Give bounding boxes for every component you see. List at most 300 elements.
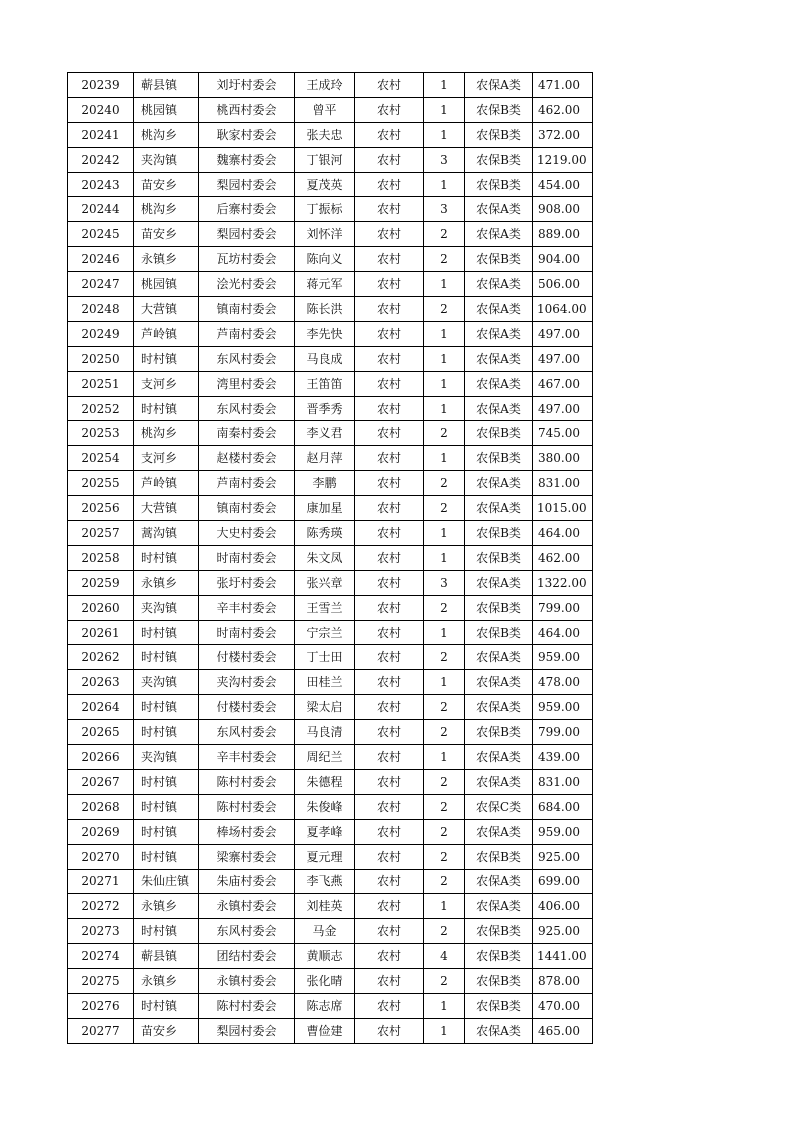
insurance-category-cell: 农保B类 <box>465 595 533 620</box>
table-row <box>68 172 593 197</box>
township-cell: 桃沟乡 <box>134 197 199 222</box>
person-name-cell: 丁士田 <box>295 645 355 670</box>
township-cell: 时村镇 <box>134 396 199 421</box>
insurance-category-cell: 农保A类 <box>465 272 533 297</box>
amount-cell: 831.00 <box>533 769 593 794</box>
insurance-category-cell: 农保B类 <box>465 147 533 172</box>
village-committee-cell: 辛丰村委会 <box>199 595 295 620</box>
person-name-cell: 田桂兰 <box>295 670 355 695</box>
table-row <box>68 321 593 346</box>
insurance-category-cell: 农保B类 <box>465 944 533 969</box>
person-name-cell: 曹俭建 <box>295 1018 355 1043</box>
member-count-cell: 4 <box>424 944 465 969</box>
member-count-cell: 3 <box>424 147 465 172</box>
township-cell: 支河乡 <box>134 446 199 471</box>
village-committee-cell: 赵楼村委会 <box>199 446 295 471</box>
household-type-cell: 农村 <box>355 720 424 745</box>
record-id-cell: 20249 <box>68 321 134 346</box>
insurance-category-cell: 农保A类 <box>465 222 533 247</box>
member-count-cell: 1 <box>424 272 465 297</box>
township-cell: 大营镇 <box>134 297 199 322</box>
insurance-category-cell: 农保A类 <box>465 197 533 222</box>
household-type-cell: 农村 <box>355 670 424 695</box>
member-count-cell: 1 <box>424 620 465 645</box>
member-count-cell: 1 <box>424 745 465 770</box>
person-name-cell: 陈向义 <box>295 247 355 272</box>
household-type-cell: 农村 <box>355 471 424 496</box>
person-name-cell: 晋季秀 <box>295 396 355 421</box>
member-count-cell: 2 <box>424 695 465 720</box>
record-id-cell: 20256 <box>68 496 134 521</box>
insurance-category-cell: 农保B类 <box>465 421 533 446</box>
person-name-cell: 陈秀瑛 <box>295 521 355 546</box>
household-type-cell: 农村 <box>355 122 424 147</box>
amount-cell: 745.00 <box>533 421 593 446</box>
person-name-cell: 丁振标 <box>295 197 355 222</box>
household-type-cell: 农村 <box>355 695 424 720</box>
village-committee-cell: 芦南村委会 <box>199 321 295 346</box>
village-committee-cell: 南秦村委会 <box>199 421 295 446</box>
table-row <box>68 695 593 720</box>
record-id-cell: 20271 <box>68 869 134 894</box>
record-id-cell: 20276 <box>68 993 134 1018</box>
township-cell: 时村镇 <box>134 346 199 371</box>
household-type-cell: 农村 <box>355 894 424 919</box>
village-committee-cell: 梨园村委会 <box>199 1018 295 1043</box>
person-name-cell: 李义君 <box>295 421 355 446</box>
village-committee-cell: 梁寨村委会 <box>199 844 295 869</box>
household-type-cell: 农村 <box>355 819 424 844</box>
village-committee-cell: 朱庙村委会 <box>199 869 295 894</box>
township-cell: 时村镇 <box>134 769 199 794</box>
village-committee-cell: 大史村委会 <box>199 521 295 546</box>
member-count-cell: 2 <box>424 919 465 944</box>
township-cell: 蕲县镇 <box>134 73 199 98</box>
person-name-cell: 蒋元军 <box>295 272 355 297</box>
township-cell: 桃沟乡 <box>134 421 199 446</box>
record-id-cell: 20244 <box>68 197 134 222</box>
household-type-cell: 农村 <box>355 620 424 645</box>
table-row <box>68 346 593 371</box>
amount-cell: 799.00 <box>533 595 593 620</box>
member-count-cell: 2 <box>424 720 465 745</box>
amount-cell: 1219.00 <box>533 147 593 172</box>
village-committee-cell: 东风村委会 <box>199 396 295 421</box>
insurance-category-cell: 农保B类 <box>465 620 533 645</box>
table-row <box>68 147 593 172</box>
amount-cell: 925.00 <box>533 919 593 944</box>
household-type-cell: 农村 <box>355 97 424 122</box>
village-committee-cell: 魏寨村委会 <box>199 147 295 172</box>
village-committee-cell: 辛丰村委会 <box>199 745 295 770</box>
table-row <box>68 769 593 794</box>
insurance-category-cell: 农保A类 <box>465 670 533 695</box>
record-id-cell: 20251 <box>68 371 134 396</box>
record-id-cell: 20260 <box>68 595 134 620</box>
person-name-cell: 朱文凤 <box>295 545 355 570</box>
township-cell: 大营镇 <box>134 496 199 521</box>
record-id-cell: 20255 <box>68 471 134 496</box>
table-row <box>68 819 593 844</box>
village-committee-cell: 张圩村委会 <box>199 570 295 595</box>
record-id-cell: 20267 <box>68 769 134 794</box>
record-id-cell: 20261 <box>68 620 134 645</box>
amount-cell: 904.00 <box>533 247 593 272</box>
record-id-cell: 20258 <box>68 545 134 570</box>
household-type-cell: 农村 <box>355 969 424 994</box>
village-committee-cell: 夹沟村委会 <box>199 670 295 695</box>
table-row <box>68 844 593 869</box>
person-name-cell: 张化晴 <box>295 969 355 994</box>
table-row <box>68 421 593 446</box>
township-cell: 桃园镇 <box>134 272 199 297</box>
table-row <box>68 794 593 819</box>
person-name-cell: 陈志席 <box>295 993 355 1018</box>
member-count-cell: 2 <box>424 247 465 272</box>
member-count-cell: 3 <box>424 570 465 595</box>
household-type-cell: 农村 <box>355 645 424 670</box>
household-type-cell: 农村 <box>355 197 424 222</box>
member-count-cell: 2 <box>424 869 465 894</box>
member-count-cell: 2 <box>424 222 465 247</box>
amount-cell: 878.00 <box>533 969 593 994</box>
household-type-cell: 农村 <box>355 769 424 794</box>
table-row <box>68 446 593 471</box>
village-committee-cell: 团结村委会 <box>199 944 295 969</box>
village-committee-cell: 棒场村委会 <box>199 819 295 844</box>
record-id-cell: 20273 <box>68 919 134 944</box>
household-type-cell: 农村 <box>355 247 424 272</box>
insurance-category-cell: 农保B类 <box>465 545 533 570</box>
insurance-category-cell: 农保B类 <box>465 247 533 272</box>
township-cell: 芦岭镇 <box>134 321 199 346</box>
member-count-cell: 2 <box>424 969 465 994</box>
record-id-cell: 20265 <box>68 720 134 745</box>
person-name-cell: 朱俊峰 <box>295 794 355 819</box>
township-cell: 永镇乡 <box>134 969 199 994</box>
household-type-cell: 农村 <box>355 147 424 172</box>
record-id-cell: 20250 <box>68 346 134 371</box>
member-count-cell: 2 <box>424 645 465 670</box>
member-count-cell: 1 <box>424 172 465 197</box>
insurance-category-cell: 农保C类 <box>465 794 533 819</box>
household-type-cell: 农村 <box>355 396 424 421</box>
record-id-cell: 20245 <box>68 222 134 247</box>
record-id-cell: 20247 <box>68 272 134 297</box>
township-cell: 时村镇 <box>134 844 199 869</box>
record-id-cell: 20269 <box>68 819 134 844</box>
person-name-cell: 陈长洪 <box>295 297 355 322</box>
person-name-cell: 梁太启 <box>295 695 355 720</box>
record-id-cell: 20246 <box>68 247 134 272</box>
person-name-cell: 李鹏 <box>295 471 355 496</box>
household-type-cell: 农村 <box>355 919 424 944</box>
insurance-category-cell: 农保A类 <box>465 371 533 396</box>
member-count-cell: 2 <box>424 297 465 322</box>
person-name-cell: 张夫忠 <box>295 122 355 147</box>
township-cell: 桃园镇 <box>134 97 199 122</box>
insurance-category-cell: 农保B类 <box>465 720 533 745</box>
township-cell: 时村镇 <box>134 695 199 720</box>
household-type-cell: 农村 <box>355 595 424 620</box>
amount-cell: 925.00 <box>533 844 593 869</box>
person-name-cell: 王成玲 <box>295 73 355 98</box>
township-cell: 蕲县镇 <box>134 944 199 969</box>
person-name-cell: 马良清 <box>295 720 355 745</box>
insurance-category-cell: 农保A类 <box>465 1018 533 1043</box>
table-row <box>68 371 593 396</box>
amount-cell: 454.00 <box>533 172 593 197</box>
record-id-cell: 20268 <box>68 794 134 819</box>
amount-cell: 889.00 <box>533 222 593 247</box>
member-count-cell: 1 <box>424 1018 465 1043</box>
table-row <box>68 570 593 595</box>
member-count-cell: 3 <box>424 197 465 222</box>
township-cell: 苗安乡 <box>134 222 199 247</box>
village-committee-cell: 镇南村委会 <box>199 496 295 521</box>
person-name-cell: 夏茂英 <box>295 172 355 197</box>
insurance-category-cell: 农保B类 <box>465 993 533 1018</box>
township-cell: 时村镇 <box>134 993 199 1018</box>
household-type-cell: 农村 <box>355 346 424 371</box>
village-committee-cell: 梨园村委会 <box>199 172 295 197</box>
record-id-cell: 20259 <box>68 570 134 595</box>
person-name-cell: 刘桂英 <box>295 894 355 919</box>
person-name-cell: 刘怀洋 <box>295 222 355 247</box>
village-committee-cell: 刘圩村委会 <box>199 73 295 98</box>
member-count-cell: 1 <box>424 396 465 421</box>
table-row <box>68 496 593 521</box>
table-row <box>68 545 593 570</box>
table-row <box>68 720 593 745</box>
person-name-cell: 曾平 <box>295 97 355 122</box>
member-count-cell: 2 <box>424 595 465 620</box>
person-name-cell: 黄顺志 <box>295 944 355 969</box>
household-type-cell: 农村 <box>355 172 424 197</box>
member-count-cell: 1 <box>424 521 465 546</box>
records-table <box>67 72 593 1044</box>
village-committee-cell: 浍光村委会 <box>199 272 295 297</box>
household-type-cell: 农村 <box>355 993 424 1018</box>
insurance-category-cell: 农保A类 <box>465 496 533 521</box>
person-name-cell: 张兴章 <box>295 570 355 595</box>
township-cell: 永镇乡 <box>134 570 199 595</box>
village-committee-cell: 永镇村委会 <box>199 894 295 919</box>
record-id-cell: 20266 <box>68 745 134 770</box>
record-id-cell: 20272 <box>68 894 134 919</box>
household-type-cell: 农村 <box>355 521 424 546</box>
member-count-cell: 1 <box>424 545 465 570</box>
household-type-cell: 农村 <box>355 745 424 770</box>
insurance-category-cell: 农保A类 <box>465 321 533 346</box>
table-row <box>68 595 593 620</box>
village-committee-cell: 陈村村委会 <box>199 794 295 819</box>
person-name-cell: 赵月萍 <box>295 446 355 471</box>
member-count-cell: 1 <box>424 73 465 98</box>
insurance-category-cell: 农保B类 <box>465 97 533 122</box>
village-committee-cell: 付楼村委会 <box>199 645 295 670</box>
household-type-cell: 农村 <box>355 496 424 521</box>
amount-cell: 497.00 <box>533 396 593 421</box>
township-cell: 支河乡 <box>134 371 199 396</box>
record-id-cell: 20242 <box>68 147 134 172</box>
village-committee-cell: 桃西村委会 <box>199 97 295 122</box>
amount-cell: 1015.00 <box>533 496 593 521</box>
township-cell: 夹沟镇 <box>134 745 199 770</box>
person-name-cell: 周纪兰 <box>295 745 355 770</box>
household-type-cell: 农村 <box>355 844 424 869</box>
record-id-cell: 20262 <box>68 645 134 670</box>
table-row <box>68 197 593 222</box>
insurance-category-cell: 农保A类 <box>465 297 533 322</box>
member-count-cell: 1 <box>424 670 465 695</box>
member-count-cell: 1 <box>424 446 465 471</box>
amount-cell: 372.00 <box>533 122 593 147</box>
household-type-cell: 农村 <box>355 73 424 98</box>
table-row <box>68 247 593 272</box>
village-committee-cell: 湾里村委会 <box>199 371 295 396</box>
insurance-category-cell: 农保A类 <box>465 869 533 894</box>
table-row <box>68 670 593 695</box>
record-id-cell: 20274 <box>68 944 134 969</box>
household-type-cell: 农村 <box>355 371 424 396</box>
amount-cell: 439.00 <box>533 745 593 770</box>
table-row <box>68 919 593 944</box>
village-committee-cell: 芦南村委会 <box>199 471 295 496</box>
member-count-cell: 1 <box>424 371 465 396</box>
township-cell: 永镇乡 <box>134 247 199 272</box>
amount-cell: 462.00 <box>533 545 593 570</box>
insurance-category-cell: 农保A类 <box>465 745 533 770</box>
record-id-cell: 20243 <box>68 172 134 197</box>
table-row <box>68 521 593 546</box>
amount-cell: 959.00 <box>533 695 593 720</box>
village-committee-cell: 时南村委会 <box>199 545 295 570</box>
insurance-category-cell: 农保A类 <box>465 695 533 720</box>
village-committee-cell: 耿家村委会 <box>199 122 295 147</box>
records-table-body <box>68 73 593 1044</box>
insurance-category-cell: 农保A类 <box>465 471 533 496</box>
amount-cell: 506.00 <box>533 272 593 297</box>
insurance-category-cell: 农保B类 <box>465 969 533 994</box>
insurance-category-cell: 农保A类 <box>465 894 533 919</box>
amount-cell: 406.00 <box>533 894 593 919</box>
person-name-cell: 朱德程 <box>295 769 355 794</box>
township-cell: 苗安乡 <box>134 172 199 197</box>
member-count-cell: 1 <box>424 97 465 122</box>
person-name-cell: 李先快 <box>295 321 355 346</box>
amount-cell: 1441.00 <box>533 944 593 969</box>
village-committee-cell: 东风村委会 <box>199 919 295 944</box>
amount-cell: 908.00 <box>533 197 593 222</box>
amount-cell: 699.00 <box>533 869 593 894</box>
record-id-cell: 20248 <box>68 297 134 322</box>
township-cell: 夹沟镇 <box>134 147 199 172</box>
insurance-category-cell: 农保B类 <box>465 919 533 944</box>
table-row <box>68 894 593 919</box>
amount-cell: 380.00 <box>533 446 593 471</box>
township-cell: 时村镇 <box>134 545 199 570</box>
member-count-cell: 2 <box>424 496 465 521</box>
person-name-cell: 宁宗兰 <box>295 620 355 645</box>
village-committee-cell: 东风村委会 <box>199 720 295 745</box>
amount-cell: 1064.00 <box>533 297 593 322</box>
household-type-cell: 农村 <box>355 222 424 247</box>
insurance-category-cell: 农保A类 <box>465 645 533 670</box>
member-count-cell: 2 <box>424 421 465 446</box>
insurance-category-cell: 农保B类 <box>465 844 533 869</box>
amount-cell: 471.00 <box>533 73 593 98</box>
amount-cell: 467.00 <box>533 371 593 396</box>
table-row <box>68 471 593 496</box>
record-id-cell: 20277 <box>68 1018 134 1043</box>
village-committee-cell: 镇南村委会 <box>199 297 295 322</box>
township-cell: 时村镇 <box>134 794 199 819</box>
household-type-cell: 农村 <box>355 321 424 346</box>
person-name-cell: 夏孝峰 <box>295 819 355 844</box>
village-committee-cell: 付楼村委会 <box>199 695 295 720</box>
record-id-cell: 20257 <box>68 521 134 546</box>
township-cell: 时村镇 <box>134 620 199 645</box>
insurance-category-cell: 农保A类 <box>465 73 533 98</box>
village-committee-cell: 陈村村委会 <box>199 993 295 1018</box>
insurance-category-cell: 农保A类 <box>465 570 533 595</box>
amount-cell: 464.00 <box>533 620 593 645</box>
person-name-cell: 夏元理 <box>295 844 355 869</box>
village-committee-cell: 时南村委会 <box>199 620 295 645</box>
amount-cell: 831.00 <box>533 471 593 496</box>
table-row <box>68 869 593 894</box>
insurance-category-cell: 农保A类 <box>465 346 533 371</box>
township-cell: 桃沟乡 <box>134 122 199 147</box>
member-count-cell: 2 <box>424 844 465 869</box>
person-name-cell: 马金 <box>295 919 355 944</box>
amount-cell: 1322.00 <box>533 570 593 595</box>
member-count-cell: 1 <box>424 993 465 1018</box>
member-count-cell: 1 <box>424 346 465 371</box>
person-name-cell: 王雪兰 <box>295 595 355 620</box>
member-count-cell: 1 <box>424 321 465 346</box>
amount-cell: 470.00 <box>533 993 593 1018</box>
township-cell: 夹沟镇 <box>134 670 199 695</box>
household-type-cell: 农村 <box>355 421 424 446</box>
amount-cell: 497.00 <box>533 321 593 346</box>
township-cell: 永镇乡 <box>134 894 199 919</box>
household-type-cell: 农村 <box>355 446 424 471</box>
table-row <box>68 969 593 994</box>
record-id-cell: 20240 <box>68 97 134 122</box>
insurance-category-cell: 农保B类 <box>465 446 533 471</box>
table-row <box>68 745 593 770</box>
record-id-cell: 20239 <box>68 73 134 98</box>
table-row <box>68 122 593 147</box>
table-row <box>68 620 593 645</box>
table-row <box>68 645 593 670</box>
person-name-cell: 王笛笛 <box>295 371 355 396</box>
record-id-cell: 20253 <box>68 421 134 446</box>
member-count-cell: 2 <box>424 769 465 794</box>
insurance-category-cell: 农保A类 <box>465 769 533 794</box>
table-row <box>68 396 593 421</box>
table-row <box>68 944 593 969</box>
village-committee-cell: 东风村委会 <box>199 346 295 371</box>
person-name-cell: 马良成 <box>295 346 355 371</box>
person-name-cell: 丁银河 <box>295 147 355 172</box>
record-id-cell: 20275 <box>68 969 134 994</box>
amount-cell: 959.00 <box>533 819 593 844</box>
village-committee-cell: 后寨村委会 <box>199 197 295 222</box>
insurance-category-cell: 农保B类 <box>465 122 533 147</box>
